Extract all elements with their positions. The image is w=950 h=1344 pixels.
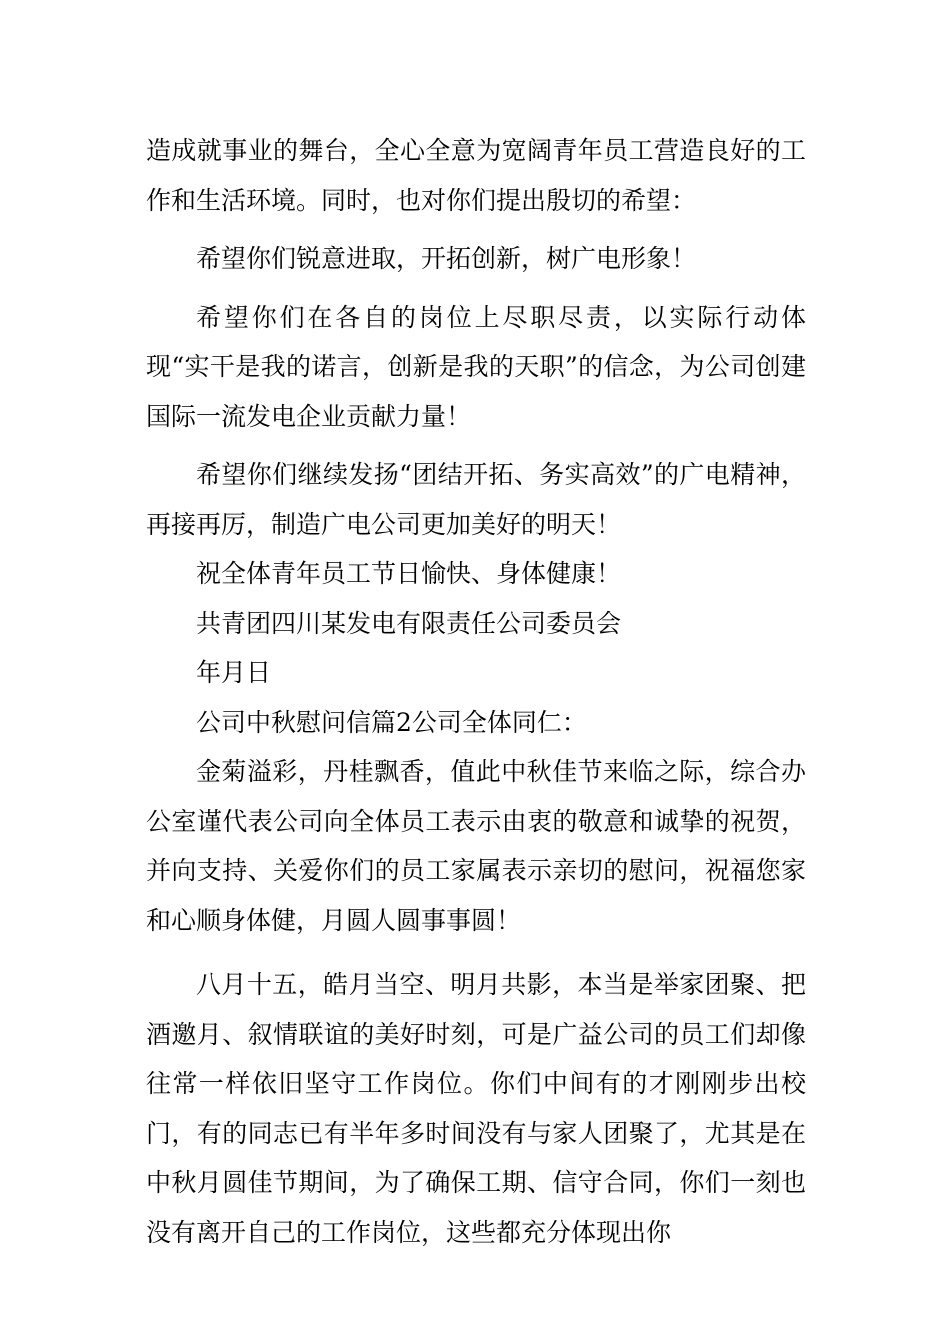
signature-date: 年月日: [196, 658, 272, 687]
signature-organization: 共青团四川某发电有限责任公司委员会: [196, 608, 622, 638]
paragraph-continuation: 造成就事业的舞台，全心全意为宽阔青年员工营造良好的工作和生活环境。同时，也对你们提出殷切的希望：: [146, 136, 806, 215]
paragraph-wish-2: 希望你们在各自的岗位上尽职尽责，以实际行动体现“实干是我的诺言，创新是我的天职”的信念，为公司创建国际一流发电企业贡献力量！: [146, 302, 806, 431]
paragraph-mid-autumn-wish: 金菊溢彩，丹桂飘香，值此中秋佳节来临之际，综合办公室谨代表公司向全体员工表示由衷的敬意和诚挚的祝贺，并向支持、关爱你们的员工家属表示亲切的慰问，祝福您家和心顺身体健，月圆人圆事事圆！: [146, 757, 806, 935]
section-heading: 公司中秋慰问信篇2公司全体同仁：: [196, 707, 587, 737]
document-body: [146, 126, 806, 1257]
paragraph-greeting: 祝全体青年员工节日愉快、身体健康！: [196, 559, 622, 588]
paragraph-wish-3: 希望你们继续发扬“团结开拓、务实高效”的广电精神，再接再厉，制造广电公司更加美好的明天！: [146, 460, 806, 539]
paragraph-mid-autumn-body: 八月十五，皓月当空、明月共影，本当是举家团聚、把酒邀月、叙情联谊的美好时刻，可是广益公司的员工们却像往常一样依旧坚守工作岗位。你们中间有的才刚刚步出校门，有的同志已有半年多时间没有与家人团聚了，尤其是在中秋月圆佳节期间，为了确保工期、信守合同，你们一刻也没有离开自己的工作岗位，这些都充分体现出你: [146, 970, 806, 1247]
paragraph-wish-1: 希望你们锐意进取，开拓创新，树广电形象！: [196, 244, 697, 273]
